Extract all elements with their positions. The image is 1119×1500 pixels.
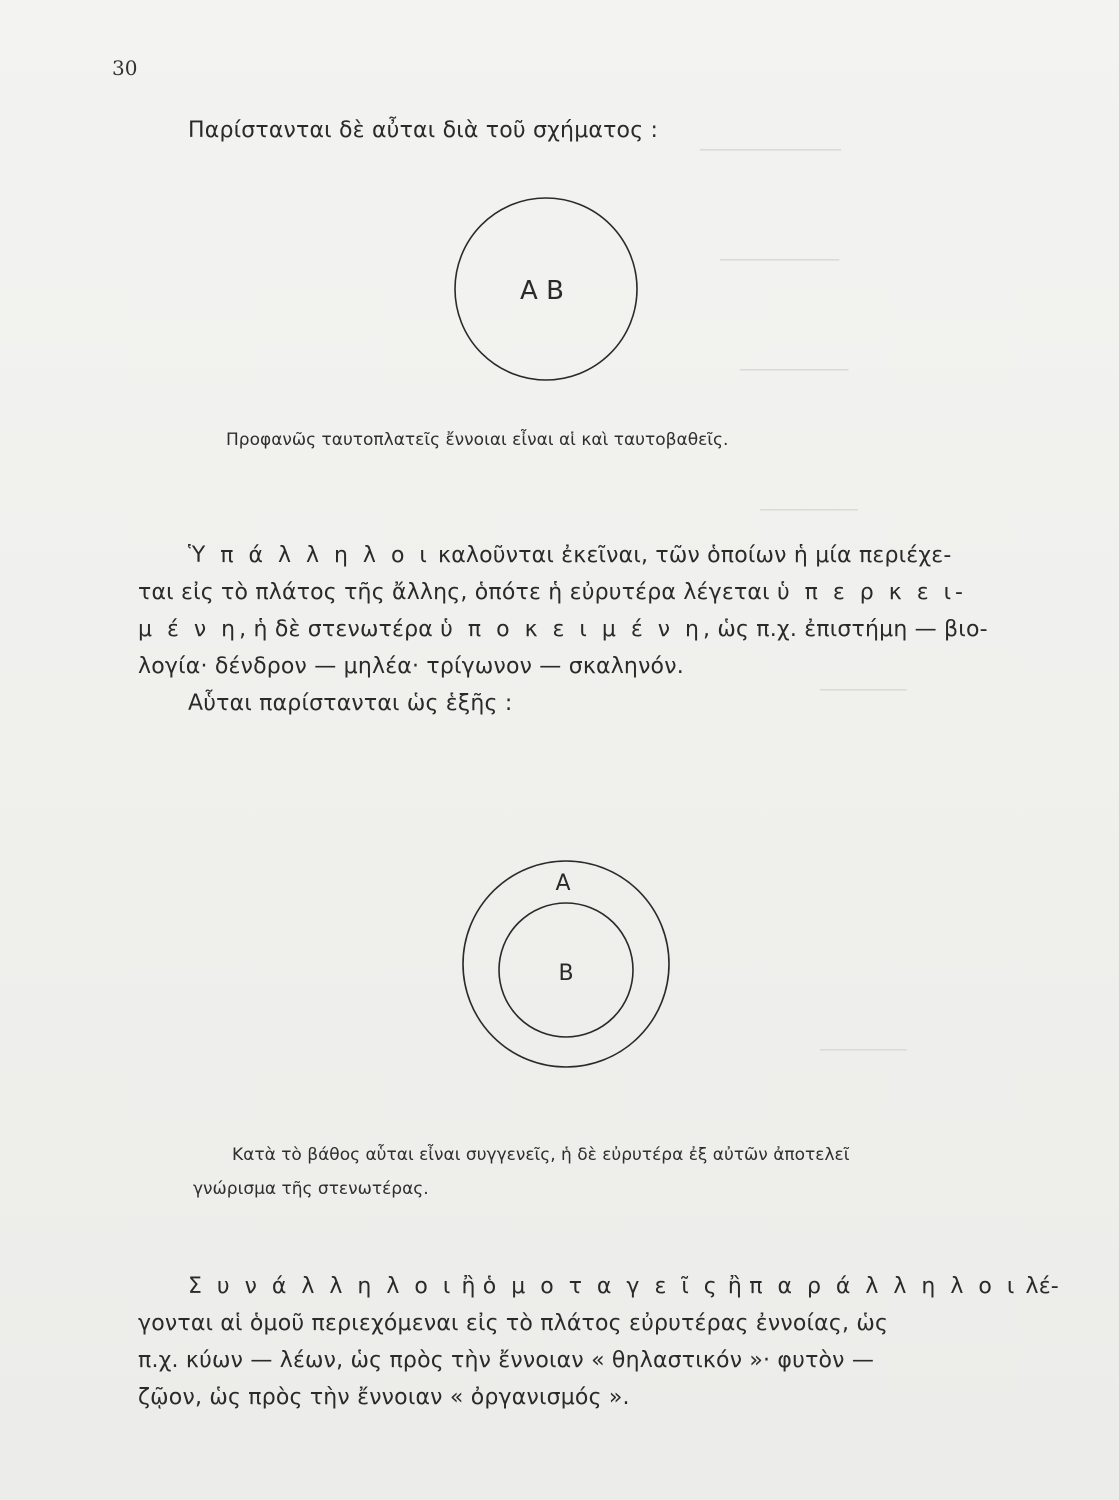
term-homotagic: ὁ μ ο τ α γ ε ῖ ς xyxy=(482,1274,721,1299)
coordinate-line-3: π.χ. κύων — λέων, ὡς πρὸς τὴν ἔννοιαν « θηλαστικόν »· φυτὸν — xyxy=(138,1348,875,1373)
term-subordinate: Ὑ π ά λ λ η λ ο ι xyxy=(188,543,431,568)
coordinate-line-1: Σ υ ν ά λ λ η λ ο ι ἢ ὁ μ ο τ α γ ε ῖ ς ἢ π α ρ ά λ λ η λ ο ι λέ- xyxy=(188,1274,1059,1299)
nested-diagram-caption-2: γνώρισμα τῆς στενωτέρας. xyxy=(193,1179,429,1199)
equal-concepts-diagram xyxy=(450,195,650,385)
inner-circle-label: B xyxy=(558,961,574,986)
equal-diagram-caption: Προφανῶς ταυτοπλατεῖς ἔννοιαι εἶναι αἱ καὶ ταυτοβαθεῖς. xyxy=(226,430,729,450)
page-number: 30 xyxy=(112,56,138,80)
nested-diagram-caption-1: Κατὰ τὸ βάθος αὗται εἶναι συγγενεῖς, ἡ δὲ εὐρυτέρα ἐξ αὐτῶν ἀποτελεῖ xyxy=(232,1145,850,1165)
term-parallel: π α ρ ά λ λ η λ ο ι xyxy=(749,1274,1019,1299)
intro-line: Παρίστανται δὲ αὖται διὰ τοῦ σχήματος : xyxy=(188,118,659,143)
subordinate-line-5: Αὗται παρίστανται ὡς ἑξῆς : xyxy=(188,691,513,716)
nested-concepts-diagram xyxy=(462,852,682,1078)
subordinate-line-1: Ὑ π ά λ λ η λ ο ι καλοῦνται ἐκεῖναι, τῶν ὁποίων ἡ μία περιέχε- xyxy=(188,543,952,568)
term-superordinate-end: μ έ ν η xyxy=(138,617,240,642)
coordinate-line-4: ζῷον, ὡς πρὸς τὴν ἔννοιαν « ὀργανισμός ». xyxy=(138,1385,630,1410)
outer-circle-label: A xyxy=(555,871,571,896)
subordinate-line-2: ται εἰς τὸ πλάτος τῆς ἄλλης, ὁπότε ἡ εὐρυτέρα λέγεται ὑ π ε ρ κ ε ι- xyxy=(138,580,967,605)
subordinate-line-4: λογία· δένδρον — μηλέα· τρίγωνον — σκαληνόν. xyxy=(138,654,684,679)
term-superordinate: ὑ π ε ρ κ ε ι- xyxy=(776,580,967,605)
coordinate-line-2: γονται αἱ ὁμοῦ περιεχόμεναι εἰς τὸ πλάτος εὐρυτέρας ἐννοίας, ὡς xyxy=(138,1311,889,1336)
term-subordinated: ὑ π ο κ ε ι μ έ ν η xyxy=(440,617,703,642)
equal-circle-label: A B xyxy=(520,276,564,306)
term-coordinate: Σ υ ν ά λ λ η λ ο ι xyxy=(188,1274,455,1299)
subordinate-line-3: μ έ ν η, ἡ δὲ στενωτέρα ὑ π ο κ ε ι μ έ ν η, ὡς π.χ. ἐπιστήμη — βιο- xyxy=(138,617,988,642)
